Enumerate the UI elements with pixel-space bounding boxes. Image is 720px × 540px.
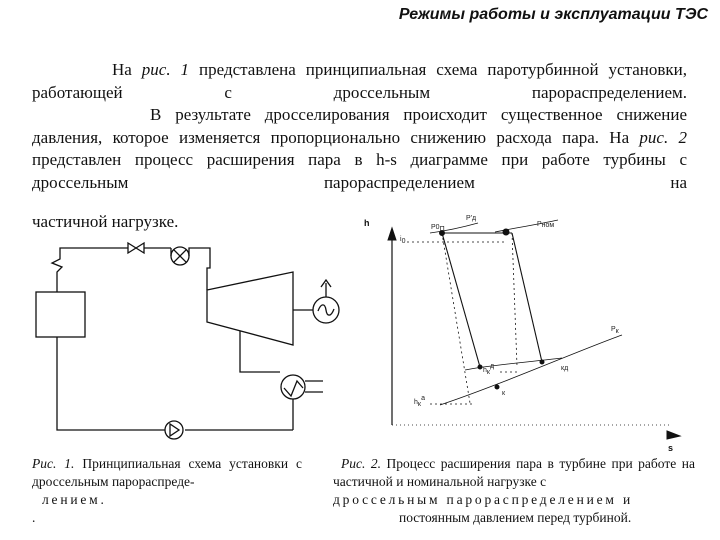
figure-2-caption [333,455,695,527]
isobar-pk [440,335,622,405]
figure-1-caption-dot: . [32,510,36,525]
s-axis-label: s [668,443,674,453]
hk2-label: hка [414,395,426,408]
p1-text-post: представлена принципиальная схема паротурбинной установки, работающей с дроссельным парораспределением. [32,60,687,102]
pd-label: P'д [466,215,477,222]
figure-2-caption-text-b: дроссельным парораспределением и [333,492,633,507]
header-title: Режимы работы и эксплуатации ТЭС [398,6,708,23]
feedwater-line-left [57,337,165,430]
steam-line-left [60,248,128,252]
figure-2-reference: рис. 2 [639,127,687,147]
figure-1-caption [32,455,302,527]
figure-1-reference: рис. 1 [141,60,190,79]
feed-pump-icon [165,421,183,439]
figure-1-caption-text-a: Принципиальная схема установки с дроссельным парораспреде- [32,456,302,489]
figure-2-hs-diagram [388,220,680,439]
turbine-icon [207,272,293,345]
figure-2-caption-text-a: Процесс расширения пара в турбине при работе на частичной и номинальной нагрузке с [333,456,695,489]
stop-valve-icon [128,243,144,253]
expansion-partial [512,233,542,362]
h-axis-arrow [388,228,396,240]
point-0-prime [503,229,509,235]
hk-label: hкд [483,363,495,376]
h0-label: i0 [400,236,406,245]
p1-text-pre: На [112,60,142,79]
p2-text-b: представлен процесс расширения пара в h-s диаграмме при работе турбины с дроссельным парораспределением на [32,150,687,192]
exhaust-line [240,331,280,372]
h-axis-label: h [364,218,370,228]
boiler-outlet-pipe [52,252,62,292]
figure-2-caption-ref: Рис. 2. [341,456,381,471]
figure-1-scheme [36,243,339,439]
boiler-block [36,292,85,337]
p2-text-a: В результате дросселирования происходит существенное снижение давления, которое изменяется пропорционально снижению расхода пара. На [32,105,687,147]
pnom-label: Рном [537,221,555,229]
figure-2-caption-text-c: постоянным давлением перед турбиной. [399,510,632,525]
kd-label: кд [561,365,569,372]
k-label: к [502,390,506,397]
steam-line-right [189,248,210,290]
s-axis-arrow [667,431,680,439]
pk-label: Рк [611,326,619,335]
figure-1-caption-text-b: лением. [42,492,107,507]
p0-label: P0Π [431,224,445,233]
paragraph-3: частичной нагрузке. [32,212,179,231]
figure-1-caption-ref: Рис. 1. [32,456,75,471]
